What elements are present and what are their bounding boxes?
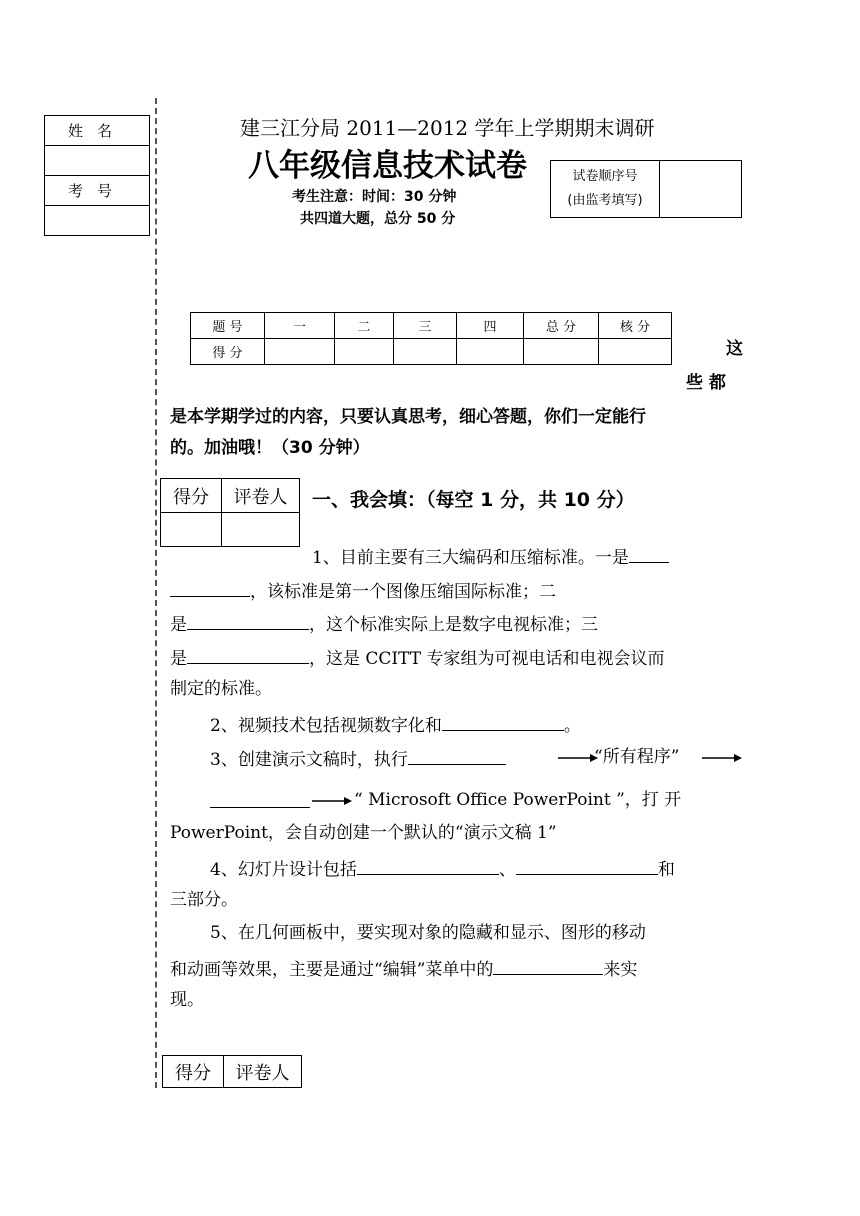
- q2-text: 。: [563, 716, 581, 736]
- score-cell[interactable]: [524, 339, 599, 365]
- score-cell[interactable]: [457, 339, 524, 365]
- score-row-label: 得 分: [191, 339, 265, 365]
- time-note: 考生注意：时间：30 分钟: [292, 189, 457, 205]
- score-cell[interactable]: [394, 339, 457, 365]
- answer-blank[interactable]: [516, 856, 658, 875]
- score-header: 四: [457, 313, 524, 339]
- intro-text-1: 这: [726, 339, 743, 359]
- question-3-line2: [210, 789, 310, 814]
- exam-subtitle: 八年级信息技术试卷: [248, 148, 527, 184]
- answer-blank[interactable]: [629, 544, 669, 563]
- question-3-line3: PowerPoint，会自动创建一个默认的“演示文稿 1”: [170, 823, 557, 843]
- grader-box: [160, 478, 300, 547]
- question-1-line5: 制定的标准。: [170, 679, 272, 699]
- grader-name-field[interactable]: [222, 513, 300, 547]
- score-table: [190, 312, 672, 365]
- sequence-label-line2: (由监考填写): [567, 193, 643, 208]
- sequence-box: [550, 160, 742, 218]
- question-4-line2: 三部分。: [170, 890, 238, 910]
- intro-text-3: 是本学期学过的内容，只要认真思考，细心答题，你们一定能行: [170, 407, 646, 427]
- question-3: [210, 746, 506, 771]
- q3-all-programs: “所有程序”: [594, 747, 680, 767]
- grader-box-2: [162, 1055, 302, 1088]
- q5-text: 和动画等效果，主要是通过“编辑”菜单中的: [170, 960, 494, 980]
- question-1: [312, 544, 669, 569]
- sequence-label: [551, 161, 660, 218]
- score-header: 三: [394, 313, 457, 339]
- question-1-line3: [170, 611, 598, 636]
- q3-text: 3、创建演示文稿时，执行: [210, 750, 408, 770]
- question-5-line3: 现。: [170, 990, 204, 1010]
- score-header: 题 号: [191, 313, 265, 339]
- score-header: 一: [265, 313, 335, 339]
- q1-text: ，该标准是第一个图像压缩国际标准；二: [250, 582, 556, 602]
- answer-blank[interactable]: [210, 789, 310, 808]
- name-field[interactable]: [45, 146, 150, 176]
- answer-blank[interactable]: [357, 856, 499, 875]
- score-cell[interactable]: [599, 339, 672, 365]
- arrow-icon: [558, 752, 598, 764]
- exam-title: 建三江分局 2011—2012 学年上学期期末调研: [240, 116, 655, 140]
- answer-blank[interactable]: [408, 746, 506, 765]
- q5-text: 来实: [603, 960, 638, 980]
- question-1-line4: [170, 645, 665, 670]
- score-cell[interactable]: [335, 339, 394, 365]
- grader-name-label: 评卷人: [222, 479, 300, 513]
- q4-text: 和: [657, 860, 675, 880]
- section-heading: 一、我会填：（每空 1 分，共 10 分）: [312, 489, 635, 511]
- q1-text: 是: [170, 615, 187, 635]
- q3-powerpoint-path: “ Microsoft Office PowerPoint ”，打 开: [354, 790, 682, 810]
- answer-blank[interactable]: [442, 712, 564, 731]
- q2-text: 2、视频技术包括视频数字化和: [210, 716, 442, 736]
- answer-blank[interactable]: [187, 645, 309, 664]
- arrow-icon: [702, 752, 742, 764]
- q4-text: 、: [498, 860, 516, 880]
- q1-text: 是: [170, 649, 187, 669]
- q1-text: ，这是 CCITT 专家组为可视电话和电视会议而: [309, 649, 665, 669]
- grader-score-field[interactable]: [161, 513, 222, 547]
- question-1-line2: [170, 578, 556, 603]
- question-5: 5、在几何画板中，要实现对象的隐藏和显示、图形的移动: [210, 923, 646, 943]
- arrow-icon: [312, 795, 352, 807]
- binding-line: [155, 98, 157, 1088]
- score-header: 二: [335, 313, 394, 339]
- grader-name-label: 评卷人: [224, 1056, 302, 1088]
- q4-text: 4、幻灯片设计包括: [210, 860, 357, 880]
- score-note: 共四道大题，总分 50 分: [300, 211, 456, 227]
- score-cell[interactable]: [265, 339, 335, 365]
- exam-id-label: 考号: [45, 176, 150, 206]
- grader-score-label: 得分: [161, 479, 222, 513]
- answer-blank[interactable]: [170, 578, 250, 597]
- sequence-label-line1: 试卷顺序号: [572, 169, 638, 184]
- grader-score-label: 得分: [163, 1056, 224, 1088]
- answer-blank[interactable]: [493, 956, 603, 975]
- intro-text-4: 的。加油哦！（30 分钟）: [170, 438, 370, 458]
- sequence-field[interactable]: [660, 161, 742, 218]
- question-2: [210, 712, 581, 737]
- intro-text-2: 些 都: [686, 373, 726, 393]
- q1-text: ，这个标准实际上是数字电视标准；三: [309, 615, 598, 635]
- student-info-box: [44, 115, 150, 236]
- exam-id-field[interactable]: [45, 206, 150, 236]
- question-5-line2: [170, 956, 637, 981]
- q1-text: 1、目前主要有三大编码和压缩标准。一是: [312, 548, 629, 568]
- name-label: 姓名: [45, 116, 150, 146]
- question-4: [210, 856, 675, 881]
- score-header: 核 分: [599, 313, 672, 339]
- answer-blank[interactable]: [187, 611, 309, 630]
- score-header: 总 分: [524, 313, 599, 339]
